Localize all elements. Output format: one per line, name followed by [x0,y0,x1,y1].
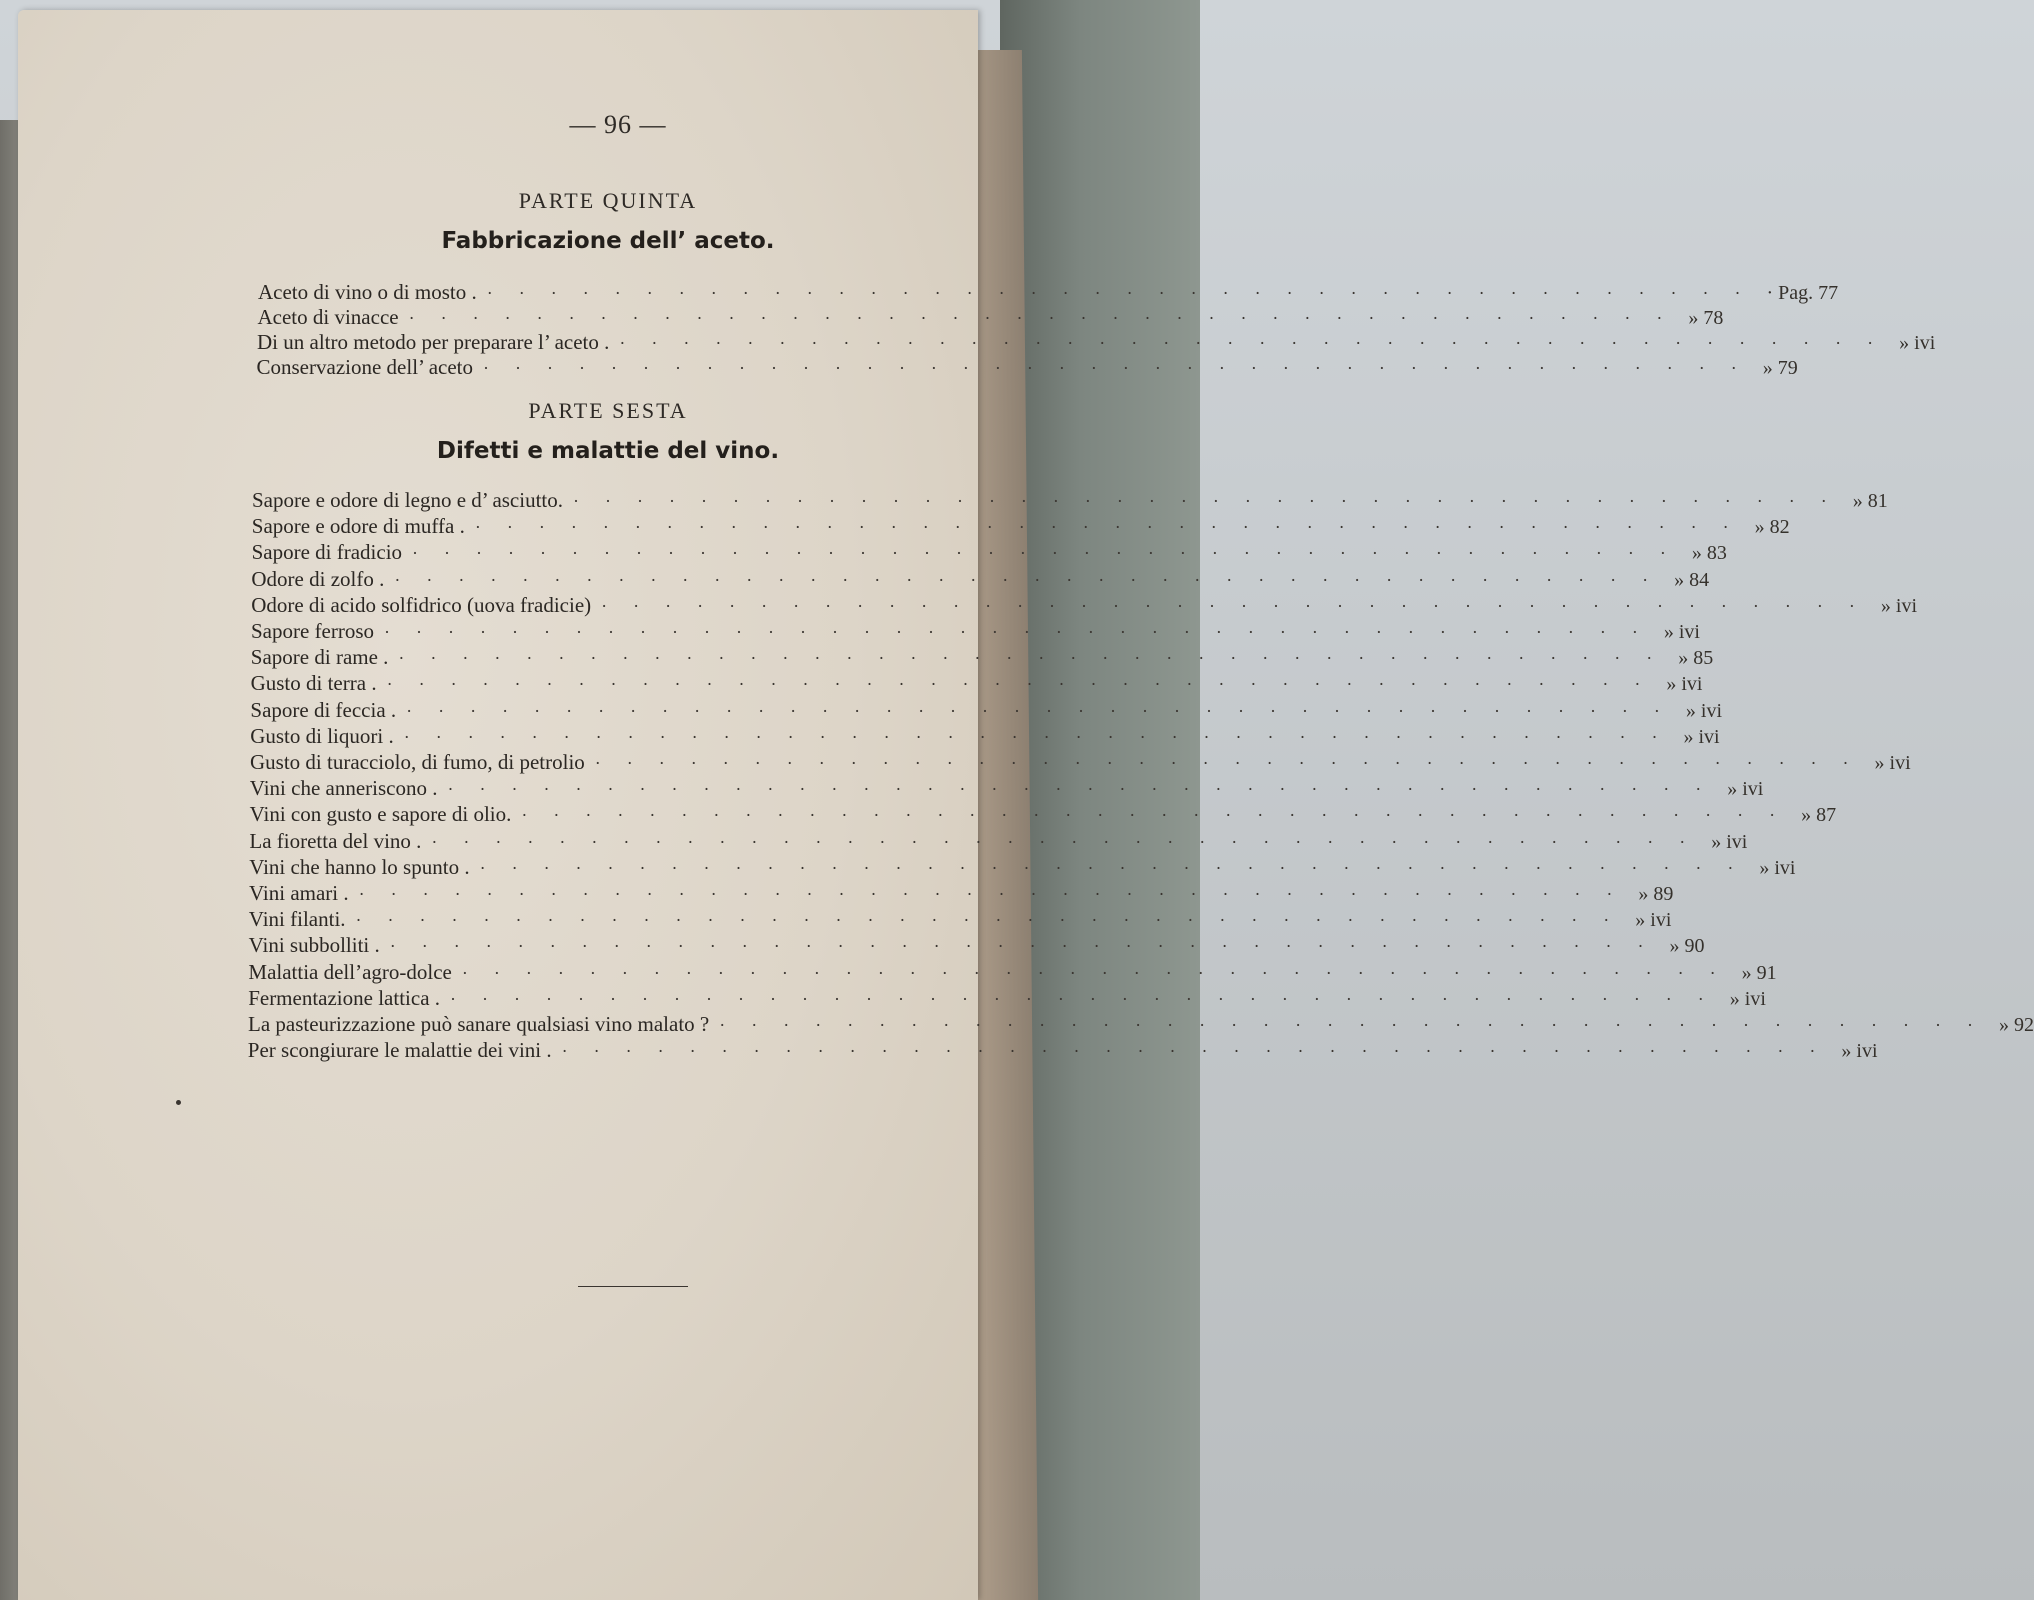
toc-entry [248,907,1672,933]
dot-leader: ········································ [594,753,1875,773]
toc-entry-label: Fermentazione lattica . [248,985,441,1010]
dot-leader: ········································ [447,779,1728,800]
toc-entry-label: Gusto di terra . [250,671,377,696]
dot-leader: ········································ [601,595,1881,616]
dot-leader: ········································ [384,622,1664,642]
toc-entry-label: Vini che hanno lo spunto . [249,854,470,879]
dot-leader: ········································ [358,884,1639,904]
toc-entry-page: » 79 [1762,357,1798,379]
toc-entry [251,514,1790,540]
toc-entry [249,776,1764,802]
toc-entry-label: Sapore di fradicio [251,540,403,565]
dot-leader: ········································ [403,726,1684,747]
toc-entry-label: Sapore ferroso [251,619,375,643]
toc-entry-page: » ivi [1663,621,1700,643]
toc-entry [250,723,1720,750]
toc-entry-label: Sapore e odore di legno e d’ asciutto. [252,488,564,512]
toc-entry [249,881,1674,907]
toc-entry-page: » 91 [1741,961,1777,984]
toc-entry-page: » ivi [1880,594,1918,617]
toc-entry-label: Vini che anneriscono . [249,776,438,801]
toc-entry [250,697,1723,724]
dot-leader: ········································ [408,308,1689,328]
toc-entry-page: » 85 [1678,647,1714,670]
toc-entry [248,933,1705,959]
toc-entry-page: » ivi [1841,1040,1878,1063]
toc-entry-page: » ivi [1759,856,1796,879]
toc-entry [249,828,1748,855]
toc-entry [251,592,1918,619]
toc-entry-label: Vini filanti. [248,907,346,932]
toc-entry-label: Sapore e odore di muffa . [251,514,465,539]
dot-leader: ········································ [483,358,1763,378]
toc-entry-page: » 81 [1852,490,1888,512]
toc-entry-label: Per scongiurare le malattie dei vini . [247,1038,552,1063]
part-six-title: Difetti e malattie del vino. [436,438,780,464]
toc-entry-page: » ivi [1874,752,1911,774]
toc-entry-label: La fioretta del vino . [249,828,422,853]
toc-entry [256,355,1798,381]
dot-leader: ········································ [573,491,1853,511]
dot-leader: ········································ [406,700,1686,721]
toc-entry [258,280,1839,306]
toc-entry [249,802,1837,828]
dot-leader: ········································ [431,831,1712,852]
toc-entry [251,566,1710,593]
dot-leader: ········································ [389,936,1670,957]
dot-leader: ········································ [719,1015,1999,1035]
toc-entry-page: » 90 [1669,935,1705,958]
toc-entry-label: Aceto di vinacce [257,305,399,329]
toc-entry [248,1012,2034,1038]
dot-leader: ········································ [486,283,1767,303]
toc-entry-label: Odore di zolfo . [251,566,385,591]
dot-leader: ········································ [450,988,1730,1009]
toc-entry-page: » ivi [1635,909,1672,932]
toc-entry-label: Odore di acido solfidrico (uova fradicie) [251,592,592,617]
toc-entry [252,488,1888,514]
dot-leader: ········································ [461,962,1742,983]
toc-entry [251,540,1727,566]
dot-leader: ········································ [474,517,1755,538]
dot-leader: ········································ [386,674,1667,695]
toc-entry-label: La pasteurizzazione può sanare qualsiasi vino malato ? [248,1012,710,1036]
ink-dot [176,1100,181,1105]
part-five-title: Fabbricazione dell’ aceto. [441,228,775,254]
toc-entry-page: » 82 [1754,516,1790,539]
dot-leader: ········································ [412,543,1692,564]
toc-entry-page: » ivi [1685,699,1723,722]
toc-entry [248,959,1777,986]
toc-entry [257,305,1724,331]
toc-entry-page: » ivi [1711,830,1748,853]
dot-leader: ········································ [521,805,1802,826]
toc-entry-label: Vini amari . [249,881,349,905]
toc-entry-page: » ivi [1683,725,1720,748]
toc-entry-label: Malattia dell’agro-dolce [248,959,452,984]
toc-entry-page: » 92 [1999,1014,2034,1036]
toc-entry-page: » ivi [1666,673,1703,696]
toc-entry-label: Gusto di turacciolo, di fumo, di petrolio [250,750,585,774]
toc-entry [248,985,1766,1012]
toc-entry-label: Conservazione dell’ aceto [256,355,474,379]
toc-entry-label: Vini con gusto e sapore di olio. [249,802,512,827]
toc-entry [250,671,1703,697]
toc-entry-page: » 87 [1801,804,1837,827]
toc-entry [250,750,1911,776]
part-five-heading: PARTE QUINTA [518,188,698,213]
toc-entry [251,619,1700,645]
toc-entry [247,1038,1878,1064]
toc-entry-label: Aceto di vino o di mosto . [258,280,477,304]
toc-entry-label: Di un altro metodo per preparare l’ aceto . [257,330,610,354]
toc-entry-page: » ivi [1727,778,1764,801]
dot-leader: ········································ [561,1041,1842,1062]
toc-entry-page: · Pag. 77 [1766,282,1839,304]
page-number: — 96 — [569,110,667,139]
dot-leader: ········································ [398,648,1679,669]
dot-leader: ········································ [479,857,1760,878]
toc-entry-label: Sapore di feccia . [250,697,397,722]
toc-entry-label: Gusto di liquori . [250,723,394,748]
toc-entry [250,645,1714,671]
toc-entry-page: » 84 [1674,568,1710,591]
closing-rule [578,1286,688,1287]
toc-entry-page: » 89 [1638,883,1674,905]
toc-entry-page: » 83 [1691,542,1727,565]
dot-leader: ········································ [394,569,1675,590]
book-page [18,10,2034,1600]
toc-entry-page: » ivi [1899,332,1936,354]
part-six-heading: PARTE SESTA [528,398,688,423]
toc-entry [249,854,1796,881]
toc-entry-label: Sapore di rame . [250,645,389,670]
toc-entry-page: » 78 [1688,307,1724,329]
toc-entry-label: Vini subbolliti . [248,933,380,958]
dot-leader: ········································ [619,333,1900,353]
dot-leader: ········································ [355,910,1636,931]
toc-entry-page: » ivi [1729,987,1766,1010]
toc-entry [257,330,1936,356]
